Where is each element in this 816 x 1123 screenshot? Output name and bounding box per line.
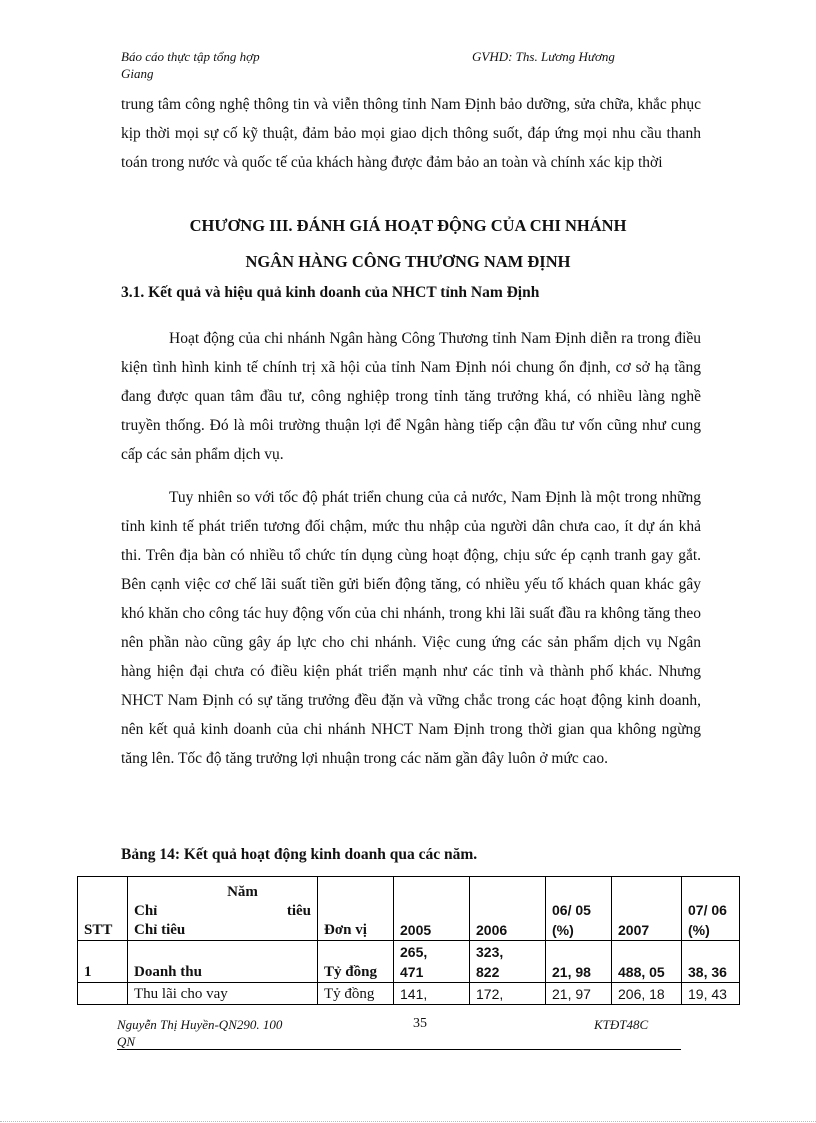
intro-paragraph (121, 90, 701, 177)
row2-stt (78, 983, 128, 1005)
table-row (78, 941, 740, 983)
header-ratio-0706-b: (%) (688, 922, 710, 938)
row2-name: Thu lãi cho vay (128, 983, 318, 1005)
header-ratio-0605-b: (%) (552, 922, 574, 938)
header-supervisor: GVHD: Ths. Lương Hương (472, 49, 615, 64)
row1-2005-b: 471 (400, 964, 424, 980)
section-title: 3.1. Kết quả và hiệu quả kinh doanh của NHCT tỉnh Nam Định (121, 284, 540, 301)
row2-2006: 172, (470, 983, 546, 1005)
table-header-row (78, 877, 740, 941)
row1-stt: 1 (78, 941, 128, 983)
row1-unit: Tỷ đồng (318, 941, 394, 983)
paragraph-1-text: Hoạt động của chi nhánh Ngân hàng Công Thương tỉnh Nam Định diễn ra trong điều kiện tình hình kinh tế chính trị xã hội của tỉnh Nam Định nói chung ổn định, cơ sở hạ tầng đang được quan tâm đầu tư, công nghiệp trong tỉnh tăng trưởng khá, có nhiều làng nghề truyền thống. Đó là môi trường thuận lợi để Ngân hàng tiếp cận đầu tư vốn cũng như cung cấp các sản phẩm dịch vụ. (121, 330, 701, 463)
row1-2006-a: 323, (476, 944, 504, 960)
chapter-title-line1: CHƯƠNG III. ĐÁNH GIÁ HOẠT ĐỘNG CỦA CHI NHÁNH (189, 216, 627, 235)
header-unit: Đơn vị (318, 877, 394, 941)
row1-ratio-0605: 21, 98 (546, 941, 612, 983)
table-caption: Bảng 14: Kết quả hoạt động kinh doanh qua các năm. (121, 846, 478, 863)
row1-2006-b: 822 (476, 964, 500, 980)
header-ratio-0706 (682, 877, 740, 941)
footer-author-cont: QN (117, 1034, 136, 1049)
row1-2005-a: 265, (400, 944, 428, 960)
header-nam: Năm (227, 884, 258, 900)
paragraph-1 (121, 324, 701, 469)
row1-2007: 488, 05 (612, 941, 682, 983)
row1-ratio-0706: 38, 36 (682, 941, 740, 983)
header-2007: 2007 (612, 877, 682, 941)
intro-paragraph-text: trung tâm công nghệ thông tin và viễn thông tỉnh Nam Định bảo dưỡng, sửa chữa, khắc phục kịp thời mọi sự cố kỹ thuật, đảm bảo mọi giao dịch thông suốt, đáp ứng mọi nhu cầu thanh toán trong nước và quốc tế của khách hàng được đảm bảo an toàn và chính xác kịp thời (121, 96, 701, 171)
header-chi-tieu: Chỉ tiêu (134, 922, 186, 938)
header-left (121, 48, 260, 82)
results-table (77, 876, 740, 1005)
row1-name: Doanh thu (128, 941, 318, 983)
paragraph-2-text: Tuy nhiên so với tốc độ phát triển chung của cả nước, Nam Định là một trong những tỉnh kinh tế phát triển tương đối chậm, mức thu nhập của người dân chưa cao, ít dự án khả thi. Trên địa bàn có nhiều tổ chức tín dụng cùng hoạt động, chịu sức ép cạnh tranh gay gắt. Bên cạnh việc cơ chế lãi suất tiền gửi biến động tăng, có nhiều yếu tố khách quan khác gây khó khăn cho công tác huy động vốn của chi nhánh, trong khi lãi suất đầu ra không tăng theo nên phần nào cũng gây áp lực cho chi nhánh. Việc cung ứng các sản phẩm dịch vụ Ngân hàng hiện đại chưa có điều kiện phát triển mạnh như các tỉnh và thành phố khác. Nhưng NHCT Nam Định có sự tăng trưởng đều đặn và vững chắc trong các hoạt động kinh doanh, nên kết quả kinh doanh của chi nhánh NHCT Nam Định trong thời gian qua không ngừng tăng lên. Tốc độ tăng trưởng lợi nhuận trong các năm gần đây luôn ở mức cao. (121, 489, 701, 767)
row2-ratio-0605: 21, 97 (546, 983, 612, 1005)
header-stt: STT (78, 877, 128, 941)
header-2006: 2006 (470, 877, 546, 941)
chapter-title-line2: NGÂN HÀNG CÔNG THƯƠNG NAM ĐỊNH (245, 252, 571, 271)
paragraph-2 (121, 483, 701, 773)
header-tieu: tiêu (286, 903, 311, 919)
header-indicator (128, 877, 318, 941)
footer-divider (117, 1049, 681, 1050)
row1-2005 (394, 941, 470, 983)
footer-author: Nguyễn Thị Huyền-QN290. 100 (117, 1017, 283, 1032)
row2-2005: 141, (394, 983, 470, 1005)
header-ratio-0605-a: 06/ 05 (552, 902, 591, 918)
page-bottom-border (0, 1121, 816, 1122)
footer-left (117, 1016, 282, 1050)
row2-2007: 206, 18 (612, 983, 682, 1005)
header-ratio-0605 (546, 877, 612, 941)
header-ratio-0706-a: 07/ 06 (688, 902, 727, 918)
header-chi: Chỉ (134, 903, 158, 919)
row2-unit: Tỷ đồng (318, 983, 394, 1005)
row2-ratio-0706: 19, 43 (682, 983, 740, 1005)
header-report-title: Báo cáo thực tập tổng hợp (121, 49, 260, 64)
header-2005: 2005 (394, 877, 470, 941)
table-row (78, 983, 740, 1005)
footer-class: KTĐT48C (594, 1017, 649, 1032)
row1-2006 (470, 941, 546, 983)
page-number: 35 (413, 1016, 427, 1031)
header-report-title-cont: Giang (121, 66, 154, 81)
